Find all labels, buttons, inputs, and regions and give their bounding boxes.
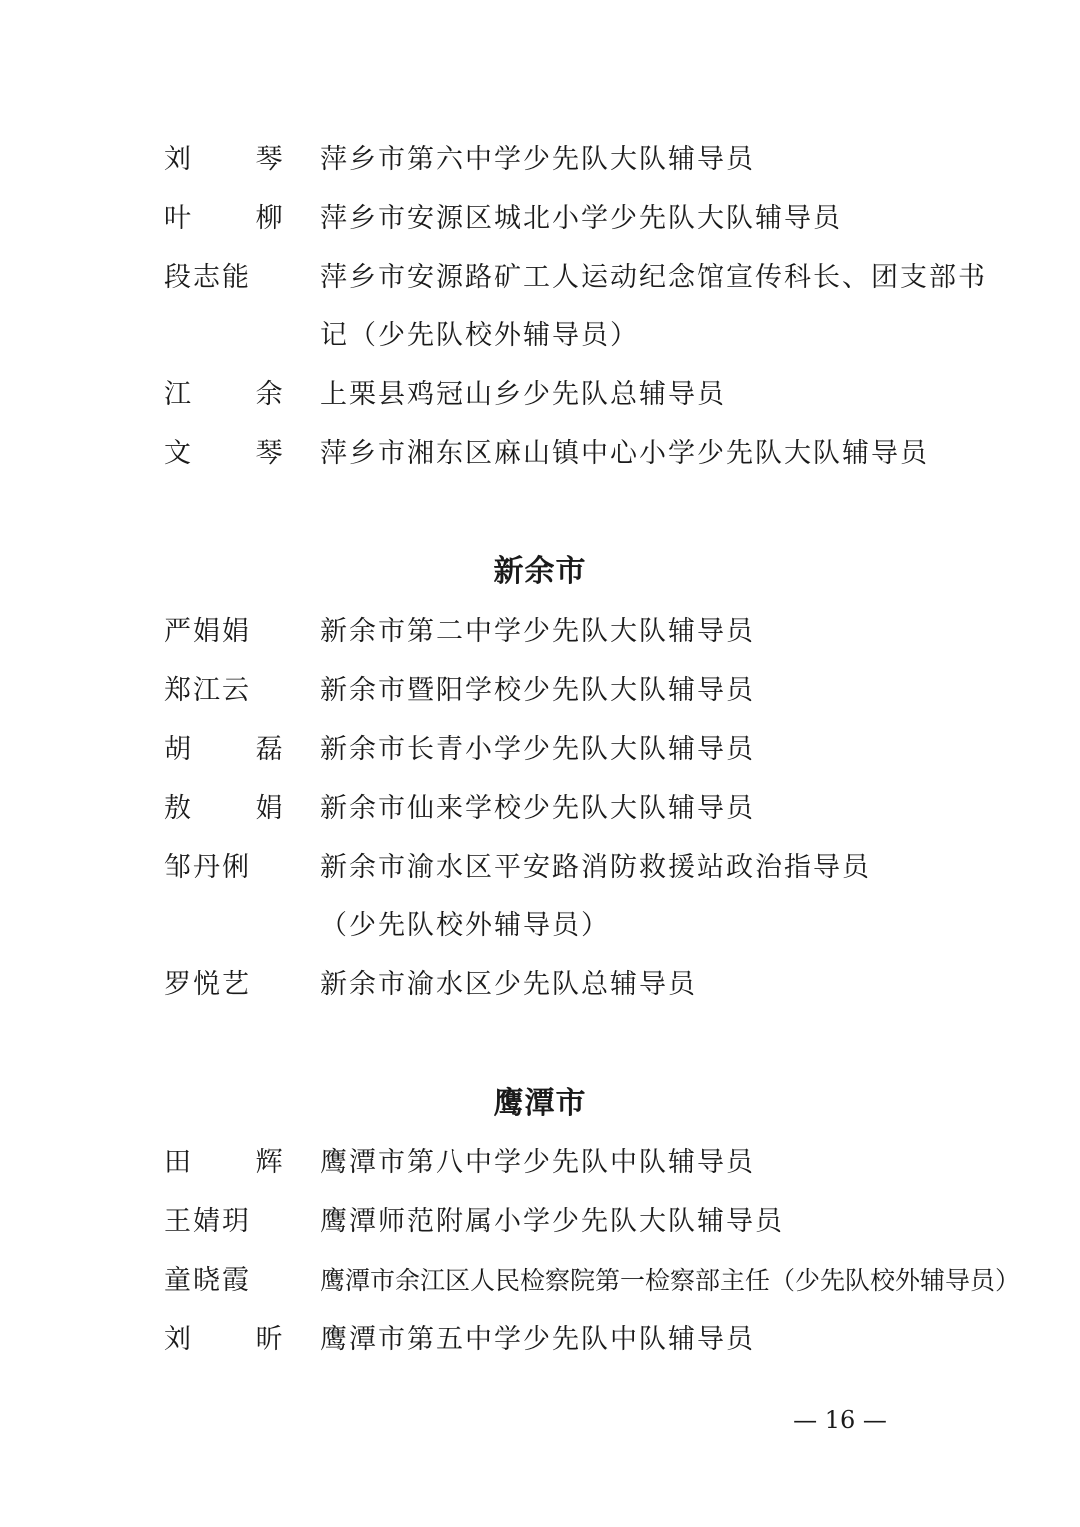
- list-item: [0, 671, 1080, 711]
- person-position: 鹰潭师范附属小学少先队大队辅导员: [320, 1206, 784, 1237]
- list-item: [0, 1261, 1080, 1301]
- person-position: 萍乡市安源路矿工人运动纪念馆宣传科长、团支部书: [320, 262, 987, 293]
- list-item: [0, 140, 1080, 180]
- person-position: 新余市渝水区少先队总辅导员: [320, 969, 697, 1000]
- person-name: 严娟娟: [164, 616, 251, 647]
- section-heading: 鹰潭市: [493, 1086, 587, 1121]
- list-item: [0, 848, 1080, 888]
- list-item: [0, 375, 1080, 415]
- person-position: 鹰潭市第五中学少先队中队辅导员: [320, 1324, 755, 1355]
- person-position: 上栗县鸡冠山乡少先队总辅导员: [320, 379, 726, 410]
- person-name: 文 琴: [164, 438, 311, 469]
- person-name: 邹丹俐: [164, 852, 251, 883]
- list-item: [0, 730, 1080, 770]
- list-item: [0, 199, 1080, 239]
- person-position: 新余市仙来学校少先队大队辅导员: [320, 793, 755, 824]
- person-name: 田 辉: [164, 1147, 311, 1178]
- person-position: 鹰潭市第八中学少先队中队辅导员: [320, 1147, 755, 1178]
- list-item: [0, 434, 1080, 474]
- person-position: 鹰潭市余江区人民检察院第一检察部主任（少先队校外辅导员）: [320, 1266, 1021, 1295]
- person-name: 王婧玥: [164, 1206, 251, 1237]
- person-position: 新余市长青小学少先队大队辅导员: [320, 734, 755, 765]
- list-item: [0, 789, 1080, 829]
- section-heading: 新余市: [493, 554, 587, 589]
- list-item: [0, 1202, 1080, 1242]
- person-position: 新余市暨阳学校少先队大队辅导员: [320, 675, 755, 706]
- person-position: 萍乡市第六中学少先队大队辅导员: [320, 144, 755, 175]
- person-name: 叶 柳: [164, 203, 311, 234]
- person-name: 刘 昕: [164, 1324, 311, 1355]
- person-position: 萍乡市安源区城北小学少先队大队辅导员: [320, 203, 842, 234]
- person-position: 萍乡市湘东区麻山镇中心小学少先队大队辅导员: [320, 438, 929, 469]
- person-name: 胡 磊: [164, 734, 311, 765]
- person-name: 童晓霞: [164, 1265, 251, 1296]
- person-name: 罗悦艺: [164, 969, 251, 1000]
- person-name: 敖 娟: [164, 793, 311, 824]
- person-position: 新余市渝水区平安路消防救援站政治指导员: [320, 852, 871, 883]
- page-number: — 16 —: [793, 1406, 887, 1434]
- list-item: [0, 1143, 1080, 1183]
- person-name: 刘 琴: [164, 144, 311, 175]
- person-position-continued: 记（少先队校外辅导员）: [320, 320, 639, 351]
- list-item: [0, 965, 1080, 1005]
- list-item: [0, 1320, 1080, 1360]
- person-position-continued: （少先队校外辅导员）: [320, 910, 610, 941]
- list-item: [0, 258, 1080, 298]
- person-position: 新余市第二中学少先队大队辅导员: [320, 616, 755, 647]
- person-name: 郑江云: [164, 675, 251, 706]
- person-name: 江 余: [164, 379, 311, 410]
- list-item: [0, 612, 1080, 652]
- person-name: 段志能: [164, 262, 251, 293]
